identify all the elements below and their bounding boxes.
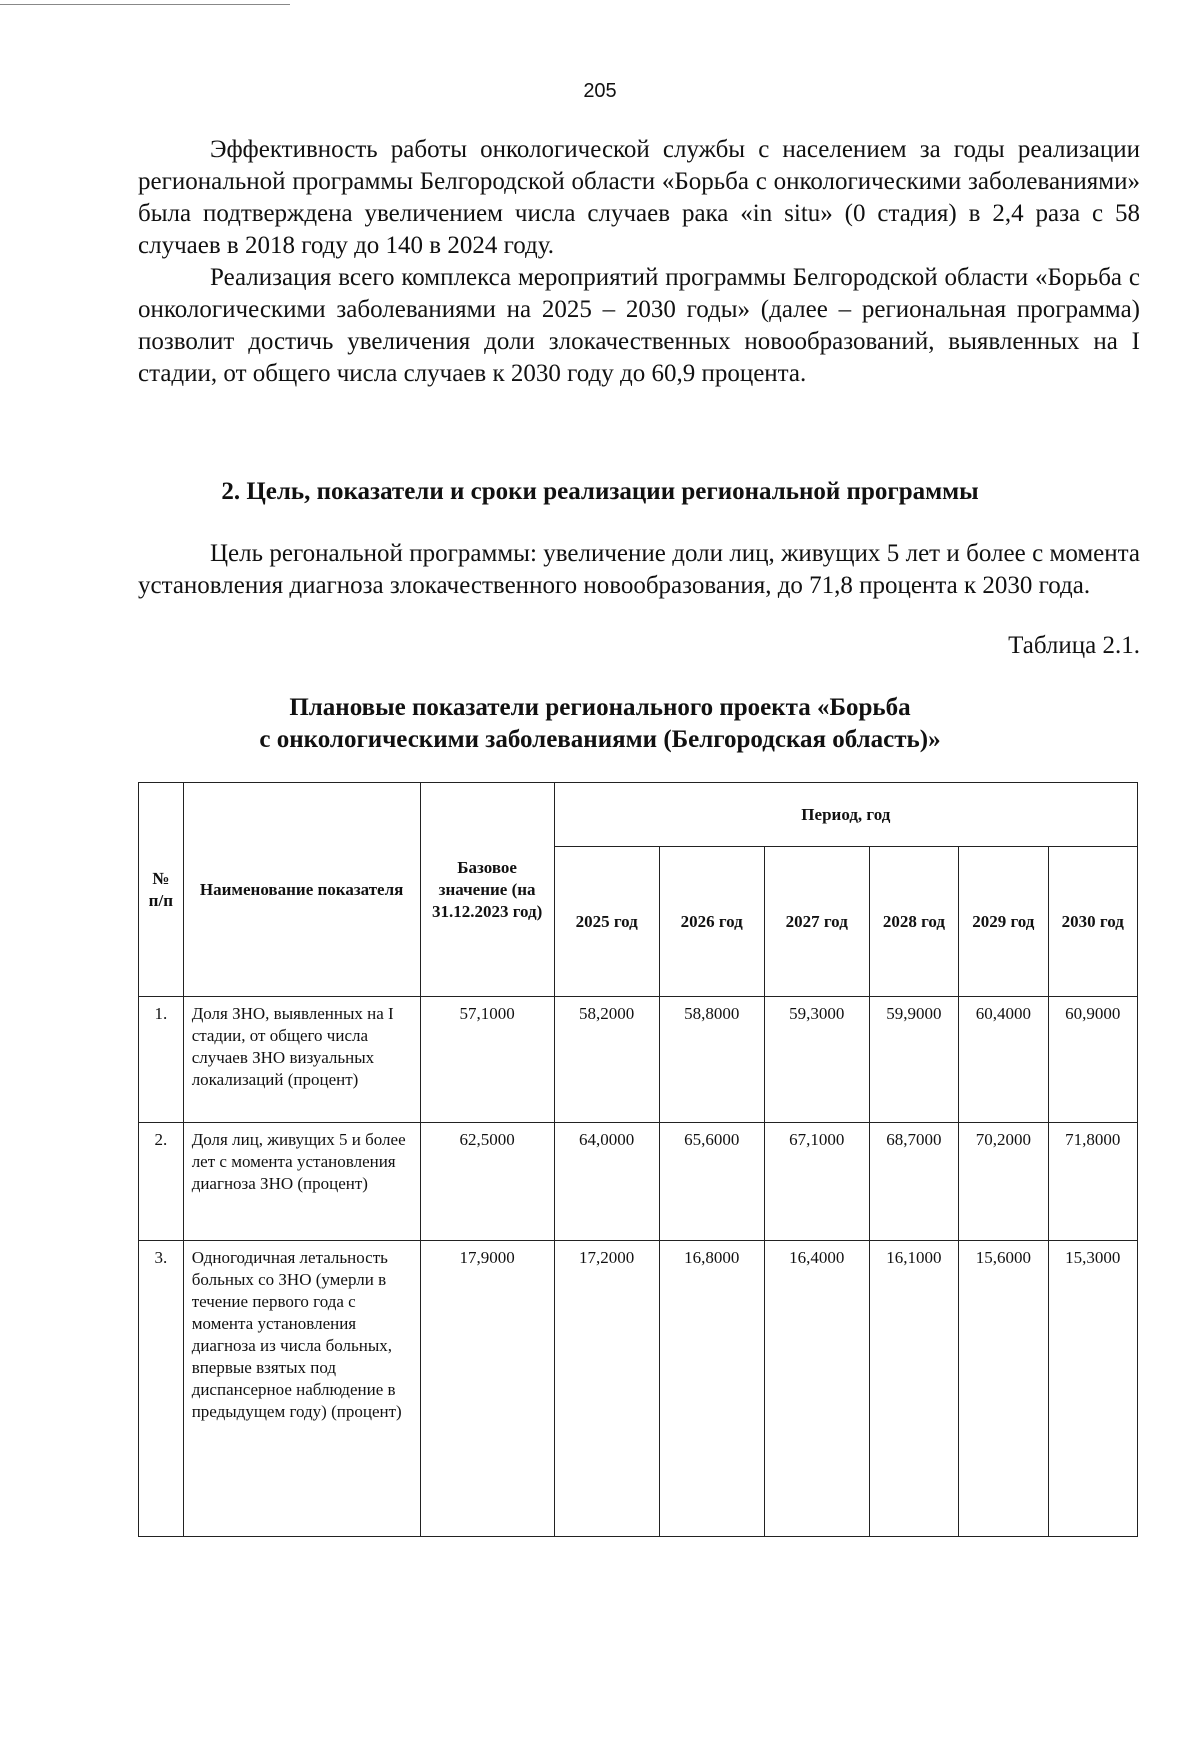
page-number: 205 <box>583 80 617 102</box>
year-value: 16,8000 <box>659 1241 764 1537</box>
header-year: 2026 год <box>659 847 764 997</box>
table-label: Таблица 2.1. <box>1008 632 1140 659</box>
year-value: 58,2000 <box>554 997 659 1123</box>
year-value: 67,1000 <box>764 1123 869 1241</box>
row-number: 1. <box>139 997 184 1123</box>
header-base-value: Базовое значение (на 31.12.2023 год) <box>420 783 554 997</box>
indicators-table <box>138 782 1138 1537</box>
year-value: 59,3000 <box>764 997 869 1123</box>
indicator-name: Доля ЗНО, выявленных на I стадии, от общего числа случаев ЗНО визуальных локализаций (процент) <box>183 997 420 1123</box>
header-period: Период, год <box>554 783 1137 847</box>
header-year: 2027 год <box>764 847 869 997</box>
year-value: 58,8000 <box>659 997 764 1123</box>
year-value: 59,9000 <box>869 997 958 1123</box>
year-value: 60,4000 <box>959 997 1048 1123</box>
year-value: 60,9000 <box>1048 997 1137 1123</box>
base-value: 62,5000 <box>420 1123 554 1241</box>
table-title-line-1: Плановые показатели регионального проекта «Борьба <box>289 694 911 721</box>
table-header-row-1 <box>139 783 1138 847</box>
header-year: 2025 год <box>554 847 659 997</box>
paragraph-program-realization: Реализация всего комплекса мероприятий программы Белгородской области «Борьба с онкологическими заболеваниями на 2025 – 2030 годы» (далее – региональная программа) позволит достичь увеличения доли злокачественных новообразований, выявленных на I стадии, от общего числа случаев к 2030 году до 60,9 процента. <box>138 264 1140 387</box>
table-row <box>139 997 1138 1123</box>
indicator-name: Доля лиц, живущих 5 и более лет с момента установления диагноза ЗНО (процент) <box>183 1123 420 1241</box>
table-row <box>139 1241 1138 1537</box>
year-value: 65,6000 <box>659 1123 764 1241</box>
year-value: 16,1000 <box>869 1241 958 1537</box>
table-title-line-2: с онкологическими заболеваниями (Белгородская область)» <box>259 726 941 753</box>
header-year: 2029 год <box>959 847 1048 997</box>
row-number: 3. <box>139 1241 184 1537</box>
goal-text <box>138 538 1140 602</box>
table-row <box>139 1123 1138 1241</box>
header-year: 2028 год <box>869 847 958 997</box>
scan-artifact-line <box>0 4 290 5</box>
header-indicator-name: Наименование показателя <box>183 783 420 997</box>
header-year: 2030 год <box>1048 847 1137 997</box>
year-value: 17,2000 <box>554 1241 659 1537</box>
year-value: 64,0000 <box>554 1123 659 1241</box>
year-value: 15,3000 <box>1048 1241 1137 1537</box>
base-value: 17,9000 <box>420 1241 554 1537</box>
header-num: № п/п <box>139 783 184 997</box>
year-value: 68,7000 <box>869 1123 958 1241</box>
row-number: 2. <box>139 1123 184 1241</box>
section-heading: 2. Цель, показатели и сроки реализации региональной программы <box>221 478 979 505</box>
indicator-name: Одногодичная летальность больных со ЗНО (умерли в течение первого года с момента установления диагноза из числа больных, впервые взятых под диспансерное наблюдение в предыдущем году) (процент) <box>183 1241 420 1537</box>
year-value: 16,4000 <box>764 1241 869 1537</box>
year-value: 15,6000 <box>959 1241 1048 1537</box>
paragraph-effectiveness: Эффективность работы онкологической службы с населением за годы реализации региональной программы Белгородской области «Борьба с онкологическими заболеваниями» была подтверждена увеличением числа случаев рака «in situ» (0 стадия) в 2,4 раза с 58 случаев в 2018 году до 140 в 2024 году. <box>138 136 1140 259</box>
paragraph-goal: Цель регональной программы: увеличение доли лиц, живущих 5 лет и более с момента установления диагноза злокачественного новообразования, до 71,8 процента к 2030 года. <box>138 540 1140 599</box>
intro-text <box>138 134 1140 390</box>
year-value: 71,8000 <box>1048 1123 1137 1241</box>
base-value: 57,1000 <box>420 997 554 1123</box>
table-title <box>0 692 1200 756</box>
year-value: 70,2000 <box>959 1123 1048 1241</box>
